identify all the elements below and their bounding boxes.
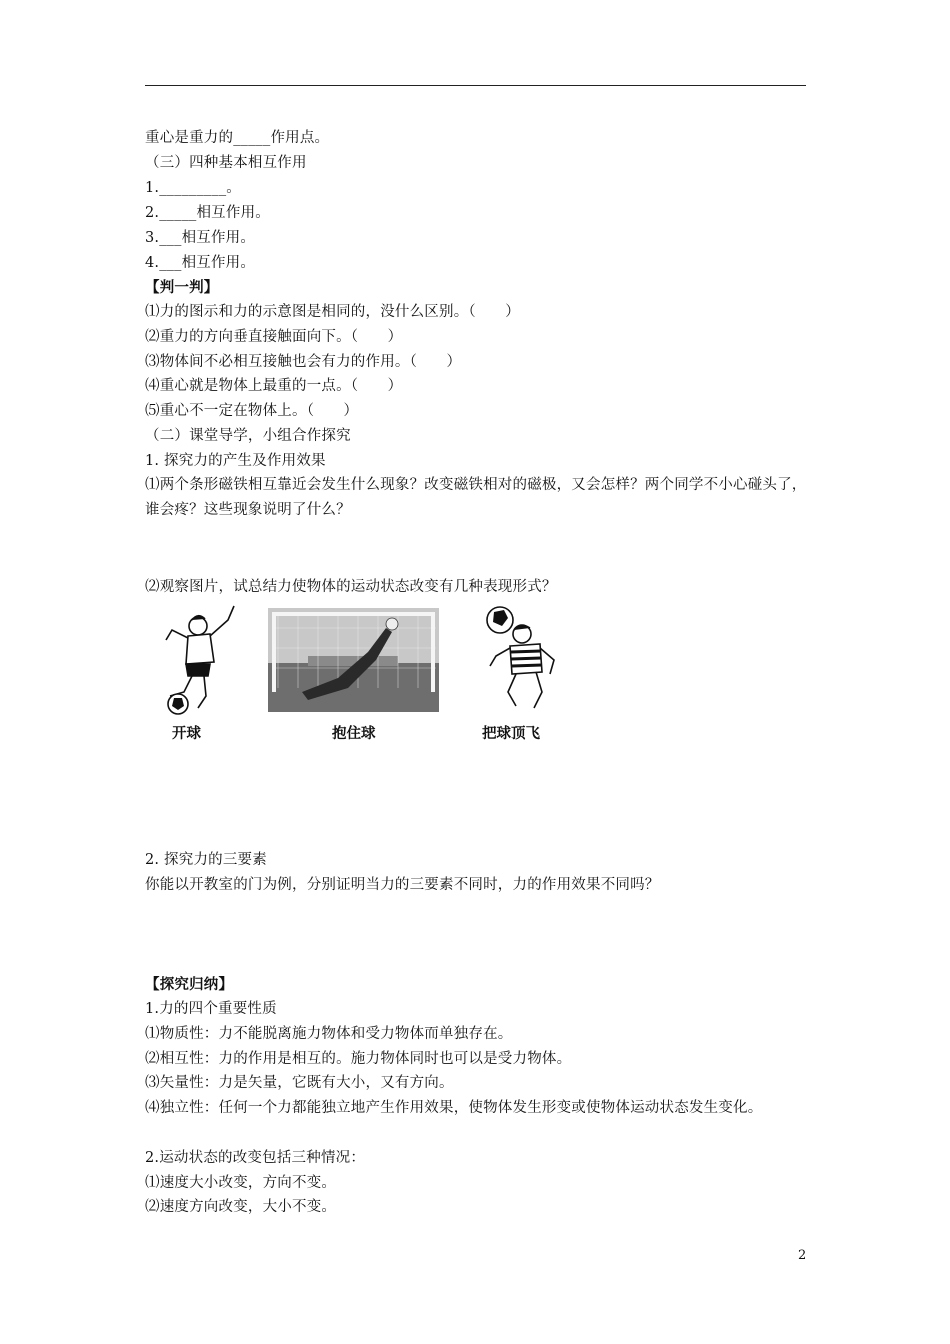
text-line: ⑵相互性：力的作用是相互的。施力物体同时也可以是受力物体。 — [145, 1051, 572, 1067]
section-heading: 【判一判】 — [145, 279, 219, 296]
text-line: ⑷重心就是物体上最重的一点。（ ） — [145, 378, 403, 394]
section-heading: （二）课堂导学，小组合作探究 — [145, 428, 351, 444]
text-line: 2.运动状态的改变包括三种情况： — [145, 1150, 366, 1166]
text-paragraph: ⑴两个条形磁铁相互靠近会发生什么现象？改变磁铁相对的磁极，又会怎样？两个同学不小心碰头了，谁会疼？这些现象说明了什么？ — [145, 477, 807, 518]
header-rule — [145, 85, 806, 86]
section-heading: 【探究归纳】 — [145, 976, 234, 993]
text-line: 1._________。 — [145, 180, 241, 196]
text-line: 2._____相互作用。 — [145, 205, 270, 221]
text-line: ⑵观察图片，试总结力使物体的运动状态改变有几种表现形式？ — [145, 579, 557, 595]
text-line: ⑴力的图示和力的示意图是相同的，没什么区别。（ ） — [145, 304, 520, 320]
text-line: ⑴物质性：力不能脱离施力物体和受力物体而单独存在。 — [145, 1026, 513, 1042]
text-line: 3.___相互作用。 — [145, 230, 256, 246]
text-line: ⑵速度方向改变，大小不变。 — [145, 1199, 337, 1215]
text-line: 4.___相互作用。 — [145, 255, 256, 271]
text-line: ⑸重心不一定在物体上。（ ） — [145, 403, 359, 419]
section-heading: （三）四种基本相互作用 — [145, 155, 307, 171]
text-line: 1.力的四个重要性质 — [145, 1001, 277, 1017]
text-line: ⑶物体间不必相互接触也会有力的作用。（ ） — [145, 354, 462, 370]
goalkeeper-photo — [268, 608, 439, 712]
text-line: 重心是重力的_____作用点。 — [145, 130, 330, 146]
header-illustration — [480, 600, 570, 718]
kickoff-illustration — [148, 600, 243, 718]
text-line: 你能以开教室的门为例，分别证明当力的三要素不同时，力的作用效果不同吗？ — [145, 877, 660, 893]
page-number: 2 — [798, 1248, 807, 1263]
figure-caption: 抱住球 — [332, 726, 376, 742]
text-line: 1. 探究力的产生及作用效果 — [145, 453, 326, 469]
text-paragraph: ⑷独立性：任何一个力都能独立地产生作用效果，使物体发生形变或使物体运动状态发生变化。 — [145, 1100, 763, 1116]
text-line: ⑶矢量性：力是矢量，它既有大小，又有方向。 — [145, 1075, 454, 1091]
figure-caption: 开球 — [172, 726, 201, 742]
text-line: ⑴速度大小改变，方向不变。 — [145, 1175, 337, 1191]
figure-caption: 把球顶飞 — [482, 726, 540, 742]
text-line: 2. 探究力的三要素 — [145, 852, 267, 868]
text-line: ⑵重力的方向垂直接触面向下。（ ） — [145, 329, 403, 345]
